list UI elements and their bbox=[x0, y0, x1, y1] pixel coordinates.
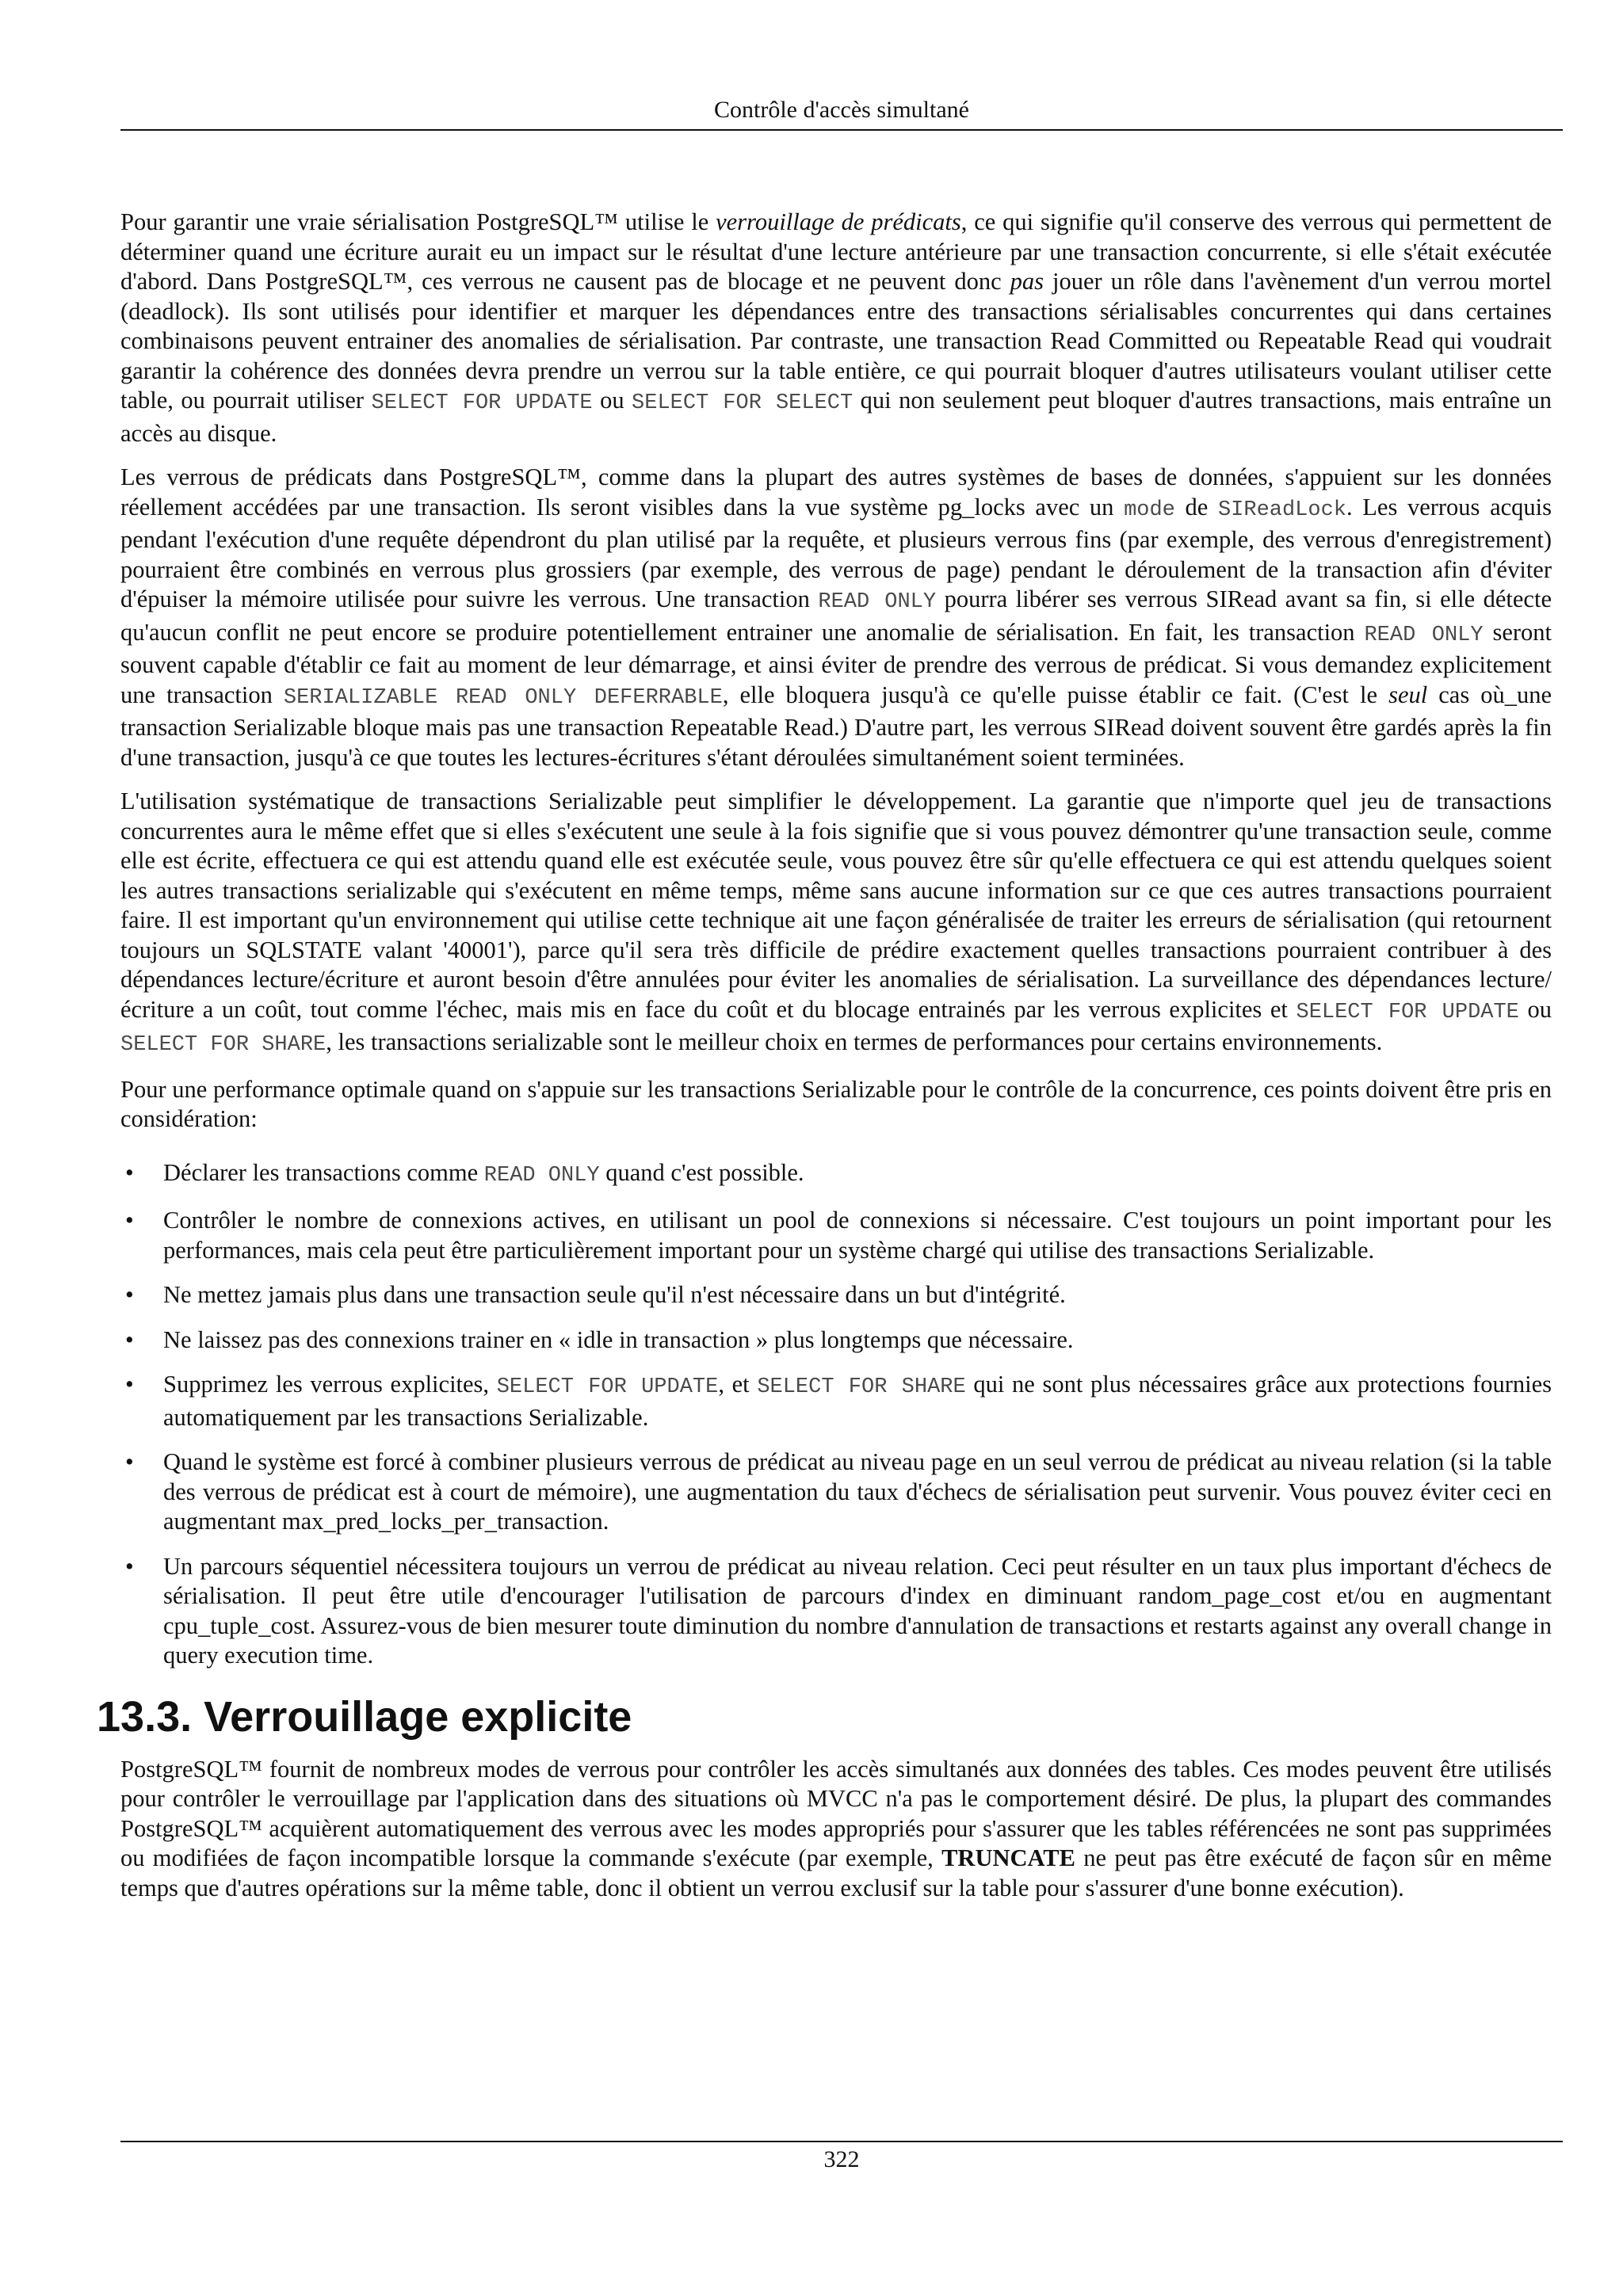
bullet-icon: • bbox=[125, 1552, 134, 1580]
footer-rule bbox=[120, 2141, 1563, 2142]
text-run: cas où_une transaction Serializable bloque mais pas une transaction Repeatable Read.) D'autre part, les verrous SIRead doivent souvent être gardés après la fin d'une transaction, jusqu'à ce que toutes les lectures-écritures s'étant déroulées simultanément soient terminées. bbox=[120, 681, 1552, 771]
text-run: . Les verrous acquis pendant l'exécution d'une requête dépendront du plan utilisé par la requête, et plusieurs verrous fins (par exemple, des verrous d'enregistrement) pourraient être combinés en verrous plus grossiers (par exemple, des verrous de page) pendant le déroulement de la transaction afin d'éviter d'épuiser la mémoire utilisée pour suivre les verrous. Une transaction bbox=[120, 493, 1552, 612]
code-literal: mode bbox=[1124, 498, 1175, 522]
text-run: , les transactions serializable sont le meilleur choix en termes de performances pour certains environnements. bbox=[326, 1028, 1383, 1055]
text-run: Ne laissez pas des connexions trainer en « idle in transaction » plus longtemps que nécessaire. bbox=[163, 1325, 1074, 1353]
text-run: Les verrous de prédicats dans PostgreSQL™, comme dans la plupart des autres systèmes de bases de données, s'appuient sur les données réellement accédées par une transaction. Ils seront visibles dans la vue système pg_locks avec un bbox=[120, 463, 1552, 521]
list-item bbox=[120, 1370, 1552, 1432]
considerations-list bbox=[120, 1158, 1552, 1671]
list-item bbox=[120, 1158, 1552, 1192]
bullet-icon: • bbox=[125, 1371, 134, 1398]
paragraph-predicate-locking bbox=[120, 208, 1552, 448]
text-run: Quand le système est forcé à combiner plusieurs verrous de prédicat au niveau page en un seul verrou de prédicat au niveau relation (si la table des verrous de prédicat est à court de mémoire), une augmentation du taux d'échecs de sérialisation peut survenir. Vous pouvez éviter ceci en augmentant max_pred_locks_per_transaction. bbox=[163, 1448, 1552, 1535]
code-literal: SERIALIZABLE READ ONLY DEFERRABLE bbox=[283, 685, 723, 710]
code-literal: READ ONLY bbox=[1364, 623, 1484, 647]
text-run: ou bbox=[592, 387, 632, 414]
code-literal: SELECT FOR UPDATE bbox=[496, 1375, 719, 1399]
list-item bbox=[120, 1280, 1552, 1310]
text-run: pourra libérer ses verrous SIRead avant sa fin, si elle détecte qu'aucun conflit ne peut encore se produire potentiellement entrainer une anomalie de sérialisation. En fait, les transaction bbox=[120, 585, 1552, 646]
header-rule bbox=[120, 129, 1563, 131]
command-name: TRUNCATE bbox=[941, 1844, 1075, 1871]
code-literal: SELECT FOR UPDATE bbox=[1296, 1000, 1519, 1024]
list-item bbox=[120, 1206, 1552, 1265]
text-run: Déclarer les transactions comme bbox=[163, 1158, 484, 1186]
emphasis-term: verrouillage de prédicats bbox=[716, 208, 961, 235]
running-header: Contrôle d'accès simultané bbox=[714, 97, 969, 123]
text-run: PostgreSQL™ fournit de nombreux modes de verrous pour contrôler les accès simultanés aux données des tables. Ces modes peuvent être utilisés pour contrôler le verrouillage par l'application dans des situations où MVCC n'a pas le comportement désiré. De plus, la plupart des commandes PostgreSQL™ acquièrent automatiquement des verrous avec les modes appropriés pour s'assurer que les tables référencées ne sont pas supprimées ou modifiées de façon incompatible lorsque la commande s'exécute (par exemple, bbox=[120, 1755, 1552, 1871]
code-literal: READ ONLY bbox=[483, 1163, 600, 1188]
list-item bbox=[120, 1325, 1552, 1356]
code-literal: SELECT FOR SELECT bbox=[632, 391, 854, 415]
paragraph-performance-intro: Pour une performance optimale quand on s'appuie sur les transactions Serializable pour le contrôle de la concurrence, ces points doivent être pris en considération: bbox=[120, 1075, 1552, 1132]
text-run: de bbox=[1174, 493, 1218, 521]
paragraph-serializable-usage bbox=[120, 787, 1552, 1061]
bullet-icon: • bbox=[125, 1281, 134, 1308]
text-run: quand c'est possible. bbox=[599, 1158, 804, 1186]
code-literal: SELECT FOR UPDATE bbox=[371, 391, 593, 415]
list-item bbox=[120, 1552, 1552, 1671]
text-run: ou bbox=[1518, 995, 1552, 1023]
text-run: , et bbox=[718, 1371, 758, 1398]
text-run: Supprimez les verrous explicites, bbox=[163, 1371, 497, 1398]
text-run: qui ne sont plus nécessaires grâce aux protections fournies automatiquement par les transactions Serializable. bbox=[163, 1371, 1552, 1431]
emphasis-term: seul bbox=[1388, 681, 1428, 708]
paragraph-explicit-locking bbox=[120, 1755, 1552, 1904]
text-run: Contrôler le nombre de connexions actives, en utilisant un pool de connexions si nécessaire. C'est toujours un point important pour les performances, mais cela peut être particulièrement important pour un système chargé qui utilise des transactions Serializable. bbox=[163, 1207, 1552, 1264]
bullet-icon: • bbox=[125, 1448, 134, 1475]
bullet-icon: • bbox=[125, 1207, 134, 1234]
code-literal: SELECT FOR SHARE bbox=[120, 1033, 327, 1057]
text-run: , ce qui signifie qu'il conserve des verrous qui permettent de déterminer quand une écriture aurait eu un impact sur le résultat d'une lecture antérieure par une transaction concurrente, si elle s'était exécutée d'abord. Dans PostgreSQL™, ces verrous ne causent pas de blocage et ne peuvent donc bbox=[120, 208, 1552, 295]
text-run: Un parcours séquentiel nécessitera toujours un verrou de prédicat au niveau relation. Ceci peut résulter en un taux plus important d'échecs de sérialisation. Il peut être utile d'encourager l'utilisation de parcours d'index en diminuant random_page_cost et/ou en augmentant cpu_tuple_cost. Assurez-vous de bien mesurer toute diminution du nombre d'annulation de transactions et restarts against any overall change in query execution time. bbox=[163, 1552, 1552, 1669]
text-run: ne peut pas être exécuté de façon sûr en même temps que d'autres opérations sur la même table, donc il obtient un verrou exclusif sur la table pour s'assurer d'une bonne exécution). bbox=[120, 1844, 1552, 1901]
text-run: seront souvent capable d'établir ce fait au moment de leur démarrage, et ainsi éviter de prendre des verrous de prédicat. Si vous demandez explicitement une transaction bbox=[120, 618, 1552, 708]
text-run: jouer un rôle dans l'avènement d'un verrou mortel (deadlock). Ils sont utilisés pour identifier et marquer les dépendances entre des transactions sérialisables concurrentes qui dans certaines combinaisons peuvent entrainer des anomalies de sérialisation. Par contraste, une transaction Read Committed ou Repeatable Read qui voudrait garantir la cohérence des données devra prendre un verrou sur la table entière, ce qui pourrait bloquer d'autres utilisateurs voulant utiliser cette table, ou pourrait utiliser bbox=[120, 268, 1552, 414]
text-run: Pour garantir une vraie sérialisation PostgreSQL™ utilise le bbox=[120, 208, 716, 235]
paragraph-siread-locks bbox=[120, 463, 1552, 772]
text-run: Ne mettez jamais plus dans une transaction seule qu'il n'est nécessaire dans un but d'intégrité. bbox=[163, 1281, 1066, 1308]
text-run: qui non seulement peut bloquer d'autres transactions, mais entraîne un accès au disque. bbox=[120, 387, 1552, 447]
bullet-icon: • bbox=[125, 1158, 134, 1186]
code-literal: SIReadLock bbox=[1217, 498, 1346, 522]
emphasis-term: pas bbox=[1010, 268, 1044, 295]
page-content bbox=[97, 208, 1552, 1917]
bullet-icon: • bbox=[125, 1325, 134, 1353]
code-literal: SELECT FOR SHARE bbox=[757, 1375, 966, 1399]
text-run: , elle bloquera jusqu'à ce qu'elle puisse établir ce fait. (C'est le bbox=[722, 681, 1389, 708]
page-number: 322 bbox=[823, 2146, 860, 2172]
text-run: L'utilisation systématique de transactions Serializable peut simplifier le développement. La garantie que n'importe quel jeu de transactions concurrentes aura le même effet que si elles s'exécutent une seule à la fois signifie que si vous pouvez démontrer qu'une transaction seule, comme elle est écrite, effectuera ce qui est attendu quand elle est exécutée seule, vous pouvez être sûr qu'elle effectuera ce qui est attendu quelques soient les autres transactions serializable qui s'exécutent en même temps, même sans aucune information sur ce que ces autres transactions pourraient faire. Il est important qu'un environnement qui utilise cette technique ait une façon généralisée de traiter les erreurs de sérialisation (qui retournent toujours un SQLSTATE valant '40001'), parce qu'il sera très difficile de prédire exactement quelles transactions pourraient contribuer à des dépendances lecture/écriture et auront besoin d'être annulées pour éviter les anomalies de sérialisation. La surveillance des dépendances lecture/écriture a un coût, tout comme l'échec, mais mis en face du coût et du blocage entrainés par les verrous explicites et bbox=[120, 788, 1552, 1023]
code-literal: READ ONLY bbox=[818, 590, 937, 614]
list-item bbox=[120, 1447, 1552, 1537]
section-heading: 13.3. Verrouillage explicite bbox=[97, 1692, 632, 1741]
